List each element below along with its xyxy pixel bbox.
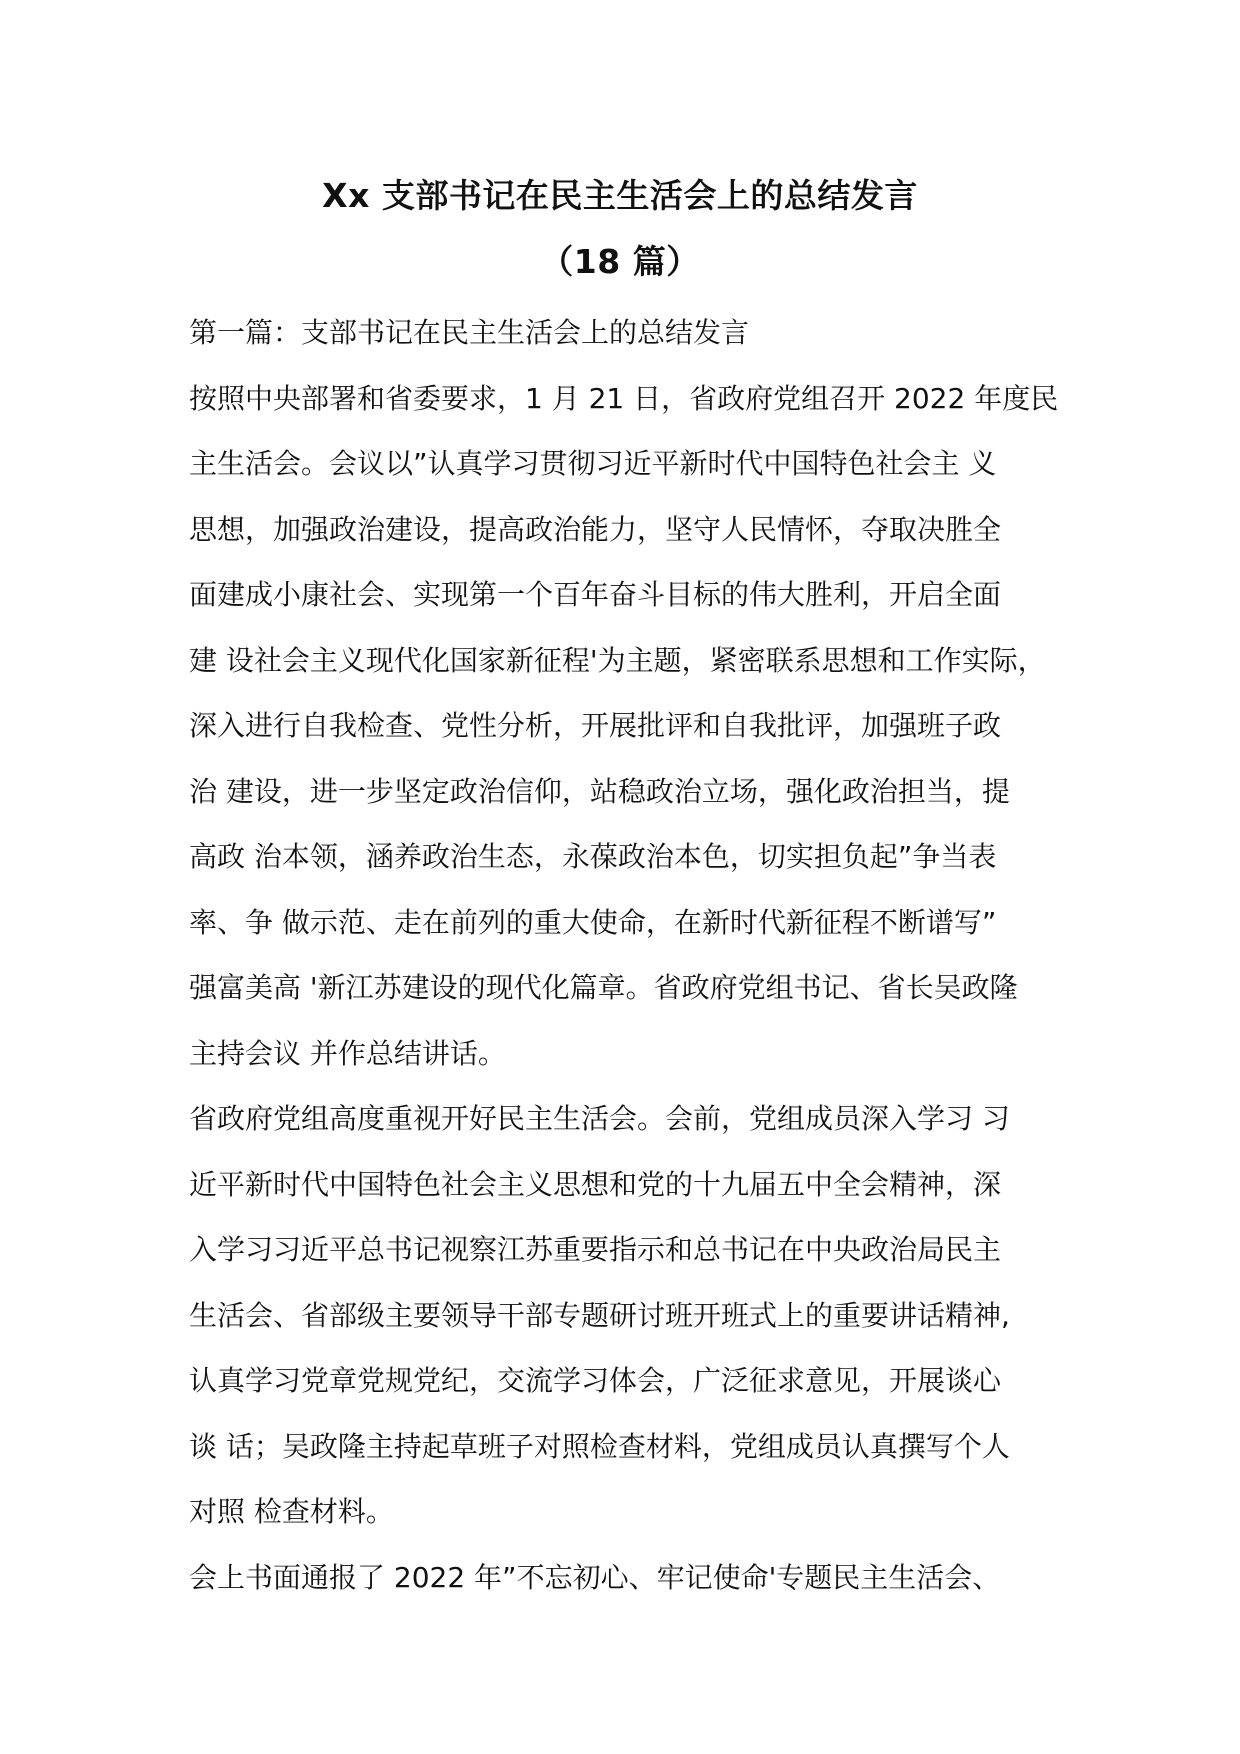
body-line: 谈 话；吴政隆主持起草班子对照检查材料，党组成员认真撰写个人 <box>189 1429 1010 1463</box>
body-line: 按照中央部署和省委要求，1 月 21 日，省政府党组召开 2022 年度民 <box>189 381 1059 415</box>
body-line: 对照 检查材料。 <box>189 1495 394 1528</box>
body-line: 省政府党组高度重视开好民主生活会。会前，党组成员深入学习 习 <box>189 1102 1010 1135</box>
document-title: Xx 支部书记在民主生活会上的总结发言 <box>322 176 918 215</box>
body-line: 治 建设，进一步坚定政治信仰，站稳政治立场，强化政治担当，提 <box>189 774 1010 808</box>
body-line: 第一篇：支部书记在民主生活会上的总结发言 <box>189 316 750 349</box>
body-line: 认真学习党章党规党纪，交流学习体会，广泛征求意见，开展谈心 <box>189 1364 1002 1397</box>
document-body <box>189 300 1089 1610</box>
body-line: 率、争 做示范、走在前列的重大使命，在新时代新征程不断谱写” <box>189 905 997 939</box>
document-subtitle: （18 篇） <box>540 242 700 281</box>
body-line: 面建成小康社会、实现第一个百年奋斗目标的伟大胜利，开启全面 <box>189 578 1002 611</box>
body-line: 思想，加强政治建设，提高政治能力，坚守人民情怀，夺取决胜全 <box>189 512 1002 546</box>
body-line: 主持会议 并作总结讲话。 <box>189 1036 506 1070</box>
body-line: 会上书面通报了 2022 年”不忘初心、牢记使命'专题民主生活会、 <box>189 1560 1001 1594</box>
body-line: 近平新时代中国特色社会主义思想和党的十九届五中全会精神，深 <box>189 1167 1002 1201</box>
body-line: 生活会、省部级主要领导干部专题研讨班开班式上的重要讲话精神, <box>189 1298 1010 1332</box>
body-line: 主生活会。会议以”认真学习贯彻习近平新时代中国特色社会主 义 <box>189 447 997 480</box>
body-line: 高政 治本领，涵养政治生态，永葆政治本色，切实担负起”争当表 <box>189 840 997 873</box>
body-line: 强富美高 '新江苏建设的现代化篇章。省政府党组书记、省长吴政隆 <box>189 971 1018 1004</box>
body-line: 建 设社会主义现代化国家新征程'为主题，紧密联系思想和工作实际， <box>189 643 1046 677</box>
body-line: 深入进行自我检查、党性分析，开展批评和自我批评，加强班子政 <box>189 709 1002 742</box>
body-line: 入学习习近平总书记视察江苏重要指示和总书记在中央政治局民主 <box>189 1233 1002 1266</box>
